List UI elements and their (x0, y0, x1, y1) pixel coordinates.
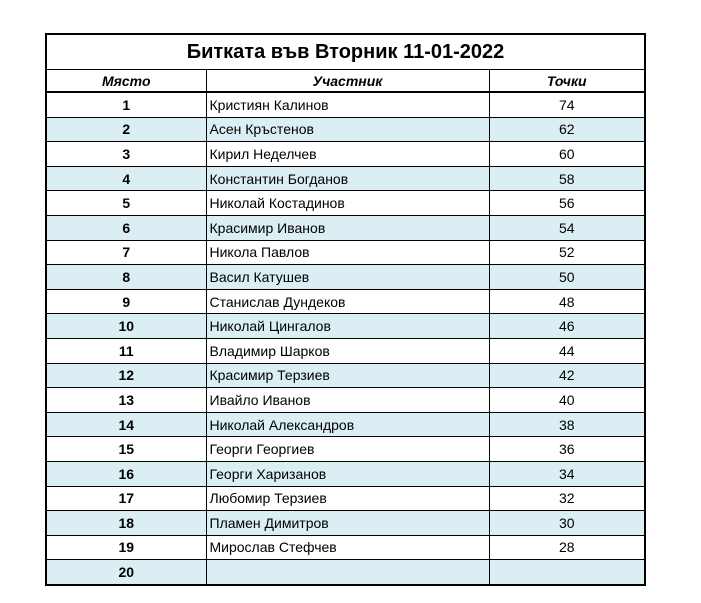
place-cell: 20 (47, 560, 206, 584)
header-place: Място (47, 70, 206, 92)
points-cell: 36 (489, 437, 644, 462)
place-cell: 14 (47, 412, 206, 437)
header-name: Участник (206, 70, 489, 92)
results-table (47, 70, 644, 584)
points-cell: 52 (489, 240, 644, 265)
participant-cell: Николай Александров (206, 412, 489, 437)
points-cell: 58 (489, 166, 644, 191)
table-row (47, 437, 644, 462)
place-cell: 1 (122, 96, 131, 113)
place-cell: 4 (47, 166, 206, 191)
table-row (47, 215, 644, 240)
place-cell: 8 (47, 265, 206, 290)
participant-cell: Красимир Терзиев (206, 363, 489, 388)
table-row (47, 191, 644, 216)
points-cell: 44 (489, 338, 644, 363)
participant-cell: Васил Катушев (206, 265, 489, 290)
table-row (47, 338, 644, 363)
place-cell: 11 (47, 338, 206, 363)
points-cell: 46 (489, 314, 644, 339)
table-row (47, 535, 644, 560)
participant-cell: Ивайло Иванов (206, 388, 489, 413)
table-row (47, 240, 644, 265)
table-row (47, 142, 644, 167)
place-cell: 18 (47, 511, 206, 536)
points-cell: 50 (489, 265, 644, 290)
participant-cell: Владимир Шарков (206, 338, 489, 363)
table-row (47, 486, 644, 511)
participant-cell: Пламен Димитров (206, 511, 489, 536)
participant-cell: Любомир Терзиев (206, 486, 489, 511)
points-cell: 48 (489, 289, 644, 314)
points-cell: 28 (489, 535, 644, 560)
participant-cell: Георги Харизанов (206, 461, 489, 486)
place-cell: 19 (47, 535, 206, 560)
place-cell: 10 (47, 314, 206, 339)
table-row (47, 461, 644, 486)
participant-cell (206, 560, 489, 584)
points-cell: 56 (489, 191, 644, 216)
table-row (47, 289, 644, 314)
place-cell: 17 (47, 486, 206, 511)
table-row (47, 92, 644, 117)
points-cell (489, 560, 644, 584)
table-row (47, 560, 644, 584)
points-cell: 74 (489, 92, 644, 117)
participant-cell: Георги Георгиев (206, 437, 489, 462)
place-cell: 13 (47, 388, 206, 413)
table-row (47, 166, 644, 191)
points-cell: 62 (489, 117, 644, 142)
participant-cell: Кирил Неделчев (206, 142, 489, 167)
points-cell: 38 (489, 412, 644, 437)
place-cell: 16 (47, 461, 206, 486)
table-row (47, 511, 644, 536)
points-cell: 30 (489, 511, 644, 536)
place-cell: 15 (47, 437, 206, 462)
header-points: Точки (489, 70, 644, 92)
participant-cell: Никола Павлов (206, 240, 489, 265)
place-cell: 12 (47, 363, 206, 388)
place-cell: 9 (47, 289, 206, 314)
place-cell: 2 (47, 117, 206, 142)
points-cell: 40 (489, 388, 644, 413)
table-row (47, 363, 644, 388)
points-cell: 60 (489, 142, 644, 167)
place-cell: 3 (47, 142, 206, 167)
participant-cell: Станислав Дундеков (206, 289, 489, 314)
participant-cell: Николай Костадинов (206, 191, 489, 216)
place-cell: 6 (47, 215, 206, 240)
table-row (47, 314, 644, 339)
table-row (47, 388, 644, 413)
participant-cell: Мирослав Стефчев (206, 535, 489, 560)
place-cell: 7 (47, 240, 206, 265)
table-row (47, 412, 644, 437)
table-row (47, 117, 644, 142)
place-cell: 5 (47, 191, 206, 216)
participant-cell: Красимир Иванов (206, 215, 489, 240)
table-row (47, 265, 644, 290)
participant-cell: Николай Цингалов (206, 314, 489, 339)
points-cell: 32 (489, 486, 644, 511)
participant-cell: Константин Богданов (206, 166, 489, 191)
points-cell: 34 (489, 461, 644, 486)
results-sheet (45, 33, 646, 586)
points-cell: 54 (489, 215, 644, 240)
points-cell: 42 (489, 363, 644, 388)
sheet-title: Битката във Вторник 11-01-2022 (47, 35, 644, 70)
participant-cell: Кристиян Калинов (206, 92, 489, 117)
header-row (47, 70, 644, 92)
participant-cell: Асен Кръстенов (206, 117, 489, 142)
